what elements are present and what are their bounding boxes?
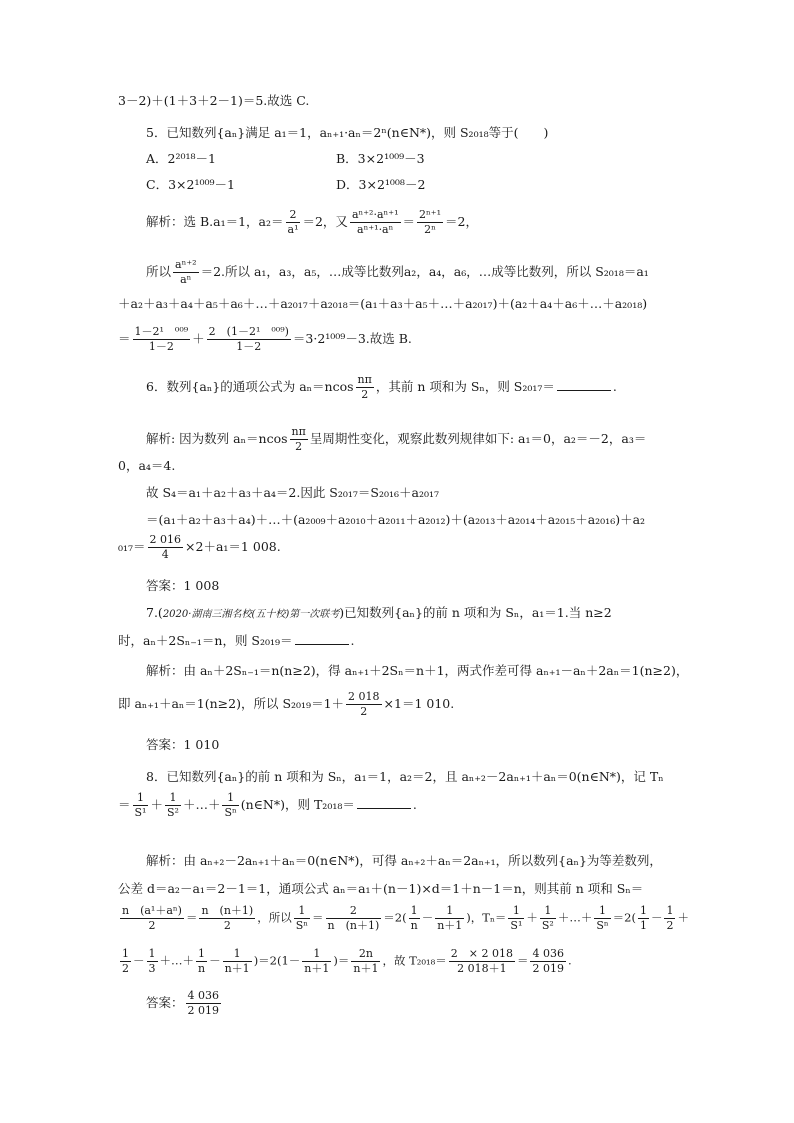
text: ＝ xyxy=(402,214,416,229)
text-line: 3－2)＋(1＋3＋2－1)＝5.故选 C. xyxy=(118,93,310,108)
problem-7-solution-line1: 解析：由 aₙ＋2Sₙ₋₁＝n(n≥2)，得 aₙ₊₁＋2Sₙ＝n＋1，两式作差可得 aₙ₊₁－aₙ＋2aₙ＝1(n≥2)， xyxy=(146,663,689,678)
text: ×2＋a₁＝1 008. xyxy=(185,539,281,554)
text: － xyxy=(650,910,663,925)
text: )＝ xyxy=(333,953,350,968)
text: ，故 T₂₀₁₈＝ xyxy=(382,953,447,968)
fraction: $\frac{1}{n+1}$ xyxy=(304,947,330,975)
problem-7-stem-line2 xyxy=(118,632,355,650)
fraction: $\frac{1}{n}$ xyxy=(410,904,418,932)
text: 即 aₙ₊₁＋aₙ＝1(n≥2)，所以 S₂₀₁₉＝1＋ xyxy=(118,696,345,711)
fraction: $\frac{2n}{n+1}$ xyxy=(353,947,379,975)
text: ＝ xyxy=(516,953,529,968)
text: )，Tₙ＝ xyxy=(466,910,507,925)
fraction: $\frac{2 \times 2 018}{2 018+1}$ xyxy=(450,947,513,975)
fraction: $\frac{\text{2 (1－2¹ ⁰⁰⁹)}}{1-2}$ xyxy=(208,325,289,353)
fraction: $\frac{2}{\text{a¹}}$ xyxy=(287,208,299,236)
text: 时，aₙ＋2Sₙ₋₁＝n，则 S₂₀₁₉＝ xyxy=(118,633,293,648)
answer-blank[interactable] xyxy=(295,632,349,645)
fraction: $\frac{1}{\text{S²}}$ xyxy=(541,904,554,932)
option-d: D．3×2¹⁰⁰⁸－2 xyxy=(336,177,426,192)
problem-5-options-row2 xyxy=(146,176,426,194)
problem-6-solution-line5 xyxy=(118,533,281,562)
text: － xyxy=(133,953,145,968)
text: )＝2(1－ xyxy=(253,953,301,968)
option-a: A．2²⁰¹⁸－1 xyxy=(146,151,216,166)
problem-8-solution-line3 xyxy=(118,904,689,933)
text: ＋ xyxy=(526,910,538,925)
text: ＝ xyxy=(312,910,324,925)
problem-5-solution-line4 xyxy=(118,325,412,354)
problem-6-solution-line1 xyxy=(146,425,646,454)
text: ＝2，又 xyxy=(302,214,348,229)
text: ＝2.所以 a₁，a₃，a₅，…成等比数列a₂，a₄，a₆，…成等比数列，所以 S₂₀₁₈＝a₁ xyxy=(200,264,649,279)
text: ×1＝1 010. xyxy=(383,696,455,711)
fraction: $\frac{1}{\text{Sⁿ}}$ xyxy=(224,791,237,819)
text: . xyxy=(567,953,572,968)
fraction: $\frac{1}{2}$ xyxy=(666,904,674,932)
fraction: $\frac{1}{3}$ xyxy=(148,947,156,975)
text: － xyxy=(421,910,434,925)
problem-5-solution-line3: ＋a₂＋a₃＋a₄＋a₅＋a₆＋…＋a₂₀₁₇＋a₂₀₁₈＝(a₁＋a₃＋a₅＋…＋a₂₀₁₇)＋(a₂＋a₄＋a₆＋…＋a₂₀₁₈) xyxy=(118,296,648,311)
text: )已知数列{aₙ}的前 n 项和为 Sₙ，a₁＝1.当 n≥2 xyxy=(339,605,612,620)
option-b: B．3×2¹⁰⁰⁹－3 xyxy=(336,151,425,166)
problem-8-stem-line2 xyxy=(118,791,417,820)
problem-7-answer: 答案：1 010 xyxy=(146,737,220,752)
answer-blank[interactable] xyxy=(557,378,611,391)
text: ＋ xyxy=(192,331,205,346)
text: 所以 xyxy=(146,264,172,279)
fraction: $\frac{1}{1}$ xyxy=(639,904,647,932)
problem-8-solution-line1: 解析：由 aₙ₊₂－2aₙ₊₁＋aₙ＝0(n∈N*)，可得 aₙ₊₂＋aₙ＝2aₙ₊₁，所以数列{aₙ}为等差数列， xyxy=(146,853,662,868)
problem-8-stem-line1: 8．已知数列{aₙ}的前 n 项和为 Sₙ，a₁＝1，a₂＝2，且 aₙ₊₂－2aₙ₊₁＋aₙ＝0(n∈N*)，记 Tₙ xyxy=(146,769,664,784)
text: ＝2， xyxy=(445,214,478,229)
fraction: $\frac{n\pi}{2}$ xyxy=(357,373,372,401)
text: － xyxy=(209,953,221,968)
text: ＝3·2¹⁰⁰⁹－3.故选 B. xyxy=(292,331,412,346)
text: ＋…＋ xyxy=(159,953,194,968)
problem-5-options-row1 xyxy=(146,150,425,168)
text: ＋…＋ xyxy=(182,797,221,812)
text: 6．数列{aₙ}的通项公式为 aₙ＝ncos xyxy=(146,379,354,394)
problem-8-answer xyxy=(146,989,223,1018)
text: 解析：选 B.a₁＝1，a₂＝ xyxy=(146,214,284,229)
fraction: $\frac{\text{aⁿ⁺²}}{\text{aⁿ}}$ xyxy=(175,258,197,286)
fraction: $\frac{\text{1－2¹ ⁰⁰⁹}}{1-2}$ xyxy=(134,325,189,353)
text: 答案： xyxy=(146,995,184,1010)
fraction: $\frac{1}{n}$ xyxy=(198,947,206,975)
text: . xyxy=(350,633,355,648)
text: ＝(a₁＋a₂＋a₃＋a₄)＋…＋(a₂₀₀₉＋a₂₀₁₀＋a₂₀₁₁＋a₂₀₁₂)＋(a₂₀₁₃＋a₂₀₁₄＋a₂₀₁₅＋a₂₀₁₆)＋a₂ xyxy=(146,512,646,527)
text: . xyxy=(412,797,417,812)
text: ＋ xyxy=(150,797,163,812)
text: 解析: 因为数列 aₙ＝ncos xyxy=(146,431,288,446)
text: 7.( xyxy=(146,605,163,620)
option-c: C．3×2¹⁰⁰⁹－1 xyxy=(146,177,235,192)
problem-5-stem: 5．已知数列{aₙ}满足 a₁＝1，aₙ₊₁·aₙ＝2ⁿ(n∈N*)，则 S₂₀₁₈等于( ) xyxy=(146,125,549,140)
text: (n∈N*)，则 T₂₀₁₈＝ xyxy=(240,797,355,812)
problem-8-solution-line4 xyxy=(118,947,572,976)
text: ＝ xyxy=(118,797,131,812)
fraction: $\frac{4 036}{2 019}$ xyxy=(532,947,564,975)
fraction: $\frac{1}{\text{S¹}}$ xyxy=(510,904,523,932)
fraction: $\frac{4 036}{2 019}$ xyxy=(187,989,220,1017)
fraction: $\frac{2}{n (n+1)}$ xyxy=(327,904,380,932)
fraction: $\frac{1}{n+1}$ xyxy=(224,947,250,975)
fraction: $\frac{\text{2ⁿ⁺¹}}{\text{2ⁿ}}$ xyxy=(419,208,441,236)
text: ＋ xyxy=(677,910,689,925)
text: ，所以 xyxy=(257,910,292,925)
text: ₀₁₇＝ xyxy=(118,539,146,554)
problem-8-solution-line2: 公差 d＝a₂－a₁＝2－1＝1，通项公式 aₙ＝a₁＋(n－1)×d＝1＋n－1＝n，则其前 n 项和 Sₙ＝ xyxy=(118,881,644,896)
fraction: $\frac{n (n+1)}{2}$ xyxy=(201,904,254,932)
problem-source: 2020·湖南三湘名校(五十校)第一次联考 xyxy=(162,609,340,620)
fraction: $\frac{\text{aⁿ⁺²·aⁿ⁺¹}}{\text{aⁿ⁺¹·aⁿ}}$ xyxy=(351,208,399,236)
problem-7-stem-line1 xyxy=(146,604,612,624)
problem-5-solution-line2 xyxy=(146,258,649,287)
fraction: $\frac{n\pi}{2}$ xyxy=(291,425,306,453)
problem-6-stem xyxy=(146,373,617,402)
fraction: $\frac{2 016}{4}$ xyxy=(149,533,182,561)
fraction: $\frac{1}{\text{S²}}$ xyxy=(166,791,179,819)
fraction: $\frac{1}{2}$ xyxy=(122,947,129,975)
problem-6-solution-line2: 0，a₄＝4. xyxy=(118,458,176,473)
problem-7-solution-line2 xyxy=(118,690,454,719)
text: ＝2( xyxy=(383,910,407,925)
problem-6-solution-line4 xyxy=(118,511,645,529)
fraction: $\frac{1}{\text{Sⁿ}}$ xyxy=(596,904,609,932)
text: . xyxy=(612,379,617,394)
text: ＝ xyxy=(118,331,131,346)
text: ，其前 n 项和为 Sₙ，则 S₂₀₁₇＝ xyxy=(375,379,555,394)
answer-blank[interactable] xyxy=(357,796,411,809)
problem-5-solution-line1 xyxy=(146,208,478,237)
text: 呈周期性变化，观察此数列规律如下: a₁＝0，a₂＝－2，a₃＝ xyxy=(309,431,647,446)
problem-6-solution-line3: 故 S₄＝a₁＋a₂＋a₃＋a₄＝2.因此 S₂₀₁₇＝S₂₀₁₆＋a₂₀₁₇ xyxy=(146,485,440,500)
text: ＋…＋ xyxy=(557,910,593,925)
text: ＝2( xyxy=(612,910,636,925)
fraction: $\frac{1}{\text{S¹}}$ xyxy=(134,791,147,819)
fraction: $\frac{\text{n (a¹＋aⁿ)}}{2}$ xyxy=(122,904,182,932)
fraction: $\frac{1}{\text{Sⁿ}}$ xyxy=(295,904,309,932)
text: ＝ xyxy=(185,910,198,925)
fraction: $\frac{1}{n+1}$ xyxy=(437,904,463,932)
problem-6-answer: 答案：1 008 xyxy=(146,578,220,593)
fraction: $\frac{2 018}{2}$ xyxy=(348,690,380,718)
